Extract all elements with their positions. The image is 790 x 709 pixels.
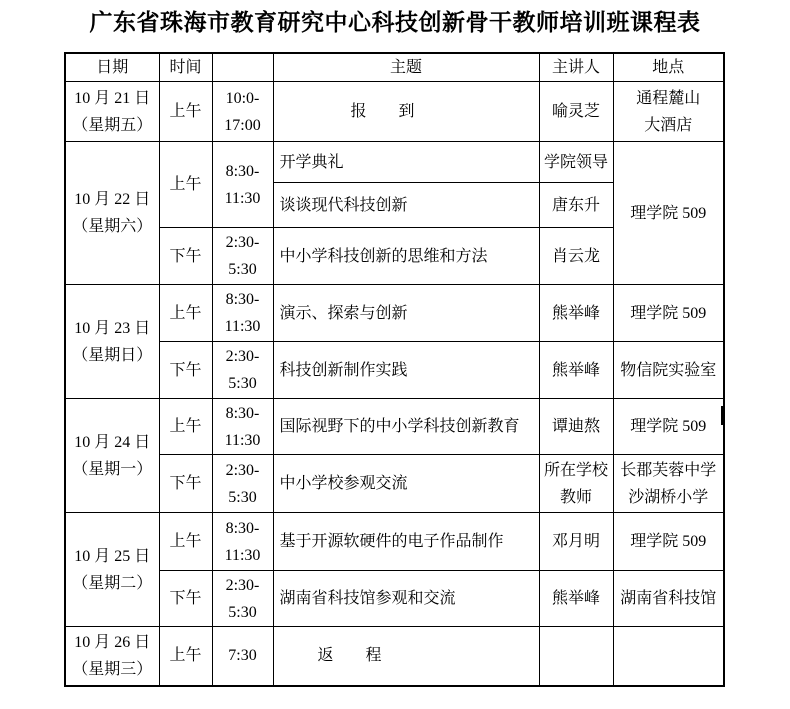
table-row [65,571,724,627]
header-row [65,53,724,82]
period-cell: 下午 [159,342,212,399]
topic-cell: 湖南省科技馆参观和交流 [273,571,539,627]
time-line1: 8:30- [225,162,260,180]
table-row [65,455,724,513]
date-line2: （星期日） [72,346,153,364]
topic-cell: 报 到 [273,82,539,142]
time-cell [212,285,273,342]
speaker-cell: 熊举峰 [539,571,613,627]
time-line2: 11:30 [224,189,261,207]
topic-cell: 中小学科技创新的思维和方法 [273,228,539,285]
place-cell: 理学院 509 [613,399,724,455]
period-cell: 下午 [159,455,212,513]
date-cell [65,513,159,627]
date-line2: （星期五） [72,116,153,134]
time-line2: 5:30 [228,603,257,621]
time-line2: 11:30 [224,318,261,335]
time-cell [212,571,273,627]
topic-cell: 基于开源软硬件的电子作品制作 [273,513,539,571]
speaker-line1: 所在学校 [543,461,608,479]
speaker-cell: 邓月明 [539,513,613,571]
topic-cell: 中小学校参观交流 [273,455,539,513]
time-cell [212,513,273,571]
time-line2: 5:30 [228,375,257,392]
place-cell [613,82,724,142]
period-cell: 下午 [159,228,212,285]
period-cell: 下午 [159,571,212,627]
date-cell [65,82,159,142]
date-cell [65,399,159,513]
date-line1: 10 月 21 日 [74,89,151,107]
speaker-cell: 肖云龙 [539,228,613,285]
place-line2: 大酒店 [644,116,693,134]
time-line1: 8:30- [225,291,260,308]
place-cell: 物信院实验室 [613,342,724,399]
date-line2: （星期三） [72,660,153,678]
time-line2: 11:30 [224,431,261,449]
date-line2: （星期六） [72,218,153,235]
period-cell: 上午 [159,82,212,142]
date-cell [65,142,159,285]
place-line1: 通程麓山 [636,89,701,107]
period-cell: 上午 [159,627,212,686]
time-cell [212,82,273,142]
place-cell: 理学院 509 [613,285,724,342]
speaker-cell: 学院领导 [539,142,613,183]
place-cell: 理学院 509 [613,142,724,285]
table-row [65,82,724,142]
time-line2: 5:30 [228,261,257,278]
speaker-cell: 谭迪熬 [539,399,613,455]
time-cell [212,142,273,228]
time-cell [212,399,273,455]
date-cell [65,627,159,686]
speaker-cell: 唐东升 [539,183,613,228]
table-row [65,285,724,342]
time-line1: 8:30- [225,404,260,422]
header-period: 时间 [159,53,212,82]
topic-cell: 开学典礼 [273,142,539,183]
topic-cell: 谈谈现代科技创新 [273,183,539,228]
date-line2: （星期一） [72,460,153,478]
time-line1: 2:30- [225,576,260,594]
time-line1: 2:30- [225,348,260,365]
header-topic: 主题 [273,53,539,82]
date-line1: 10 月 23 日 [74,319,151,337]
header-place: 地点 [613,53,724,82]
date-line1: 10 月 22 日 [74,191,151,208]
period-cell: 上午 [159,399,212,455]
time-line1: 10:0- [225,89,260,107]
date-cell [65,285,159,399]
date-line2: （星期二） [72,574,153,592]
topic-cell: 国际视野下的中小学科技创新教育 [273,399,539,455]
topic-cell: 演示、探索与创新 [273,285,539,342]
period-cell: 上午 [159,142,212,228]
scan-artifact-mark [721,406,725,425]
table-row [65,142,724,183]
speaker-cell: 喻灵芝 [539,82,613,142]
speaker-line2: 教师 [559,488,592,506]
place-cell: 湖南省科技馆 [613,571,724,627]
date-line1: 10 月 25 日 [74,547,151,565]
table-row [65,399,724,455]
place-line2: 沙湖桥小学 [628,488,709,506]
header-timeslot [212,53,273,82]
table-row [65,513,724,571]
time-cell [212,342,273,399]
date-line1: 10 月 24 日 [74,433,151,451]
time-line2: 11:30 [224,546,261,564]
time-line2: 17:00 [224,116,261,134]
table-row [65,627,724,686]
time-cell: 7:30 [212,627,273,686]
time-cell [212,228,273,285]
speaker-cell: 熊举峰 [539,342,613,399]
header-date: 日期 [65,53,159,82]
time-line1: 8:30- [225,519,260,537]
time-line1: 2:30- [225,461,260,479]
place-cell: 理学院 509 [613,513,724,571]
place-cell [613,627,724,686]
speaker-cell: 熊举峰 [539,285,613,342]
speaker-cell [539,627,613,686]
time-line1: 2:30- [225,234,260,251]
topic-cell: 返 程 [273,627,539,686]
time-line2: 5:30 [228,488,257,506]
date-line1: 10 月 26 日 [74,633,151,651]
place-line1: 长郡芙蓉中学 [620,461,717,479]
period-cell: 上午 [159,513,212,571]
topic-cell: 科技创新制作实践 [273,342,539,399]
schedule-table [64,52,725,687]
period-cell: 上午 [159,285,212,342]
page-title: 广东省珠海市教育研究中心科技创新骨干教师培训班课程表 [89,10,701,35]
place-cell [613,455,724,513]
header-speaker: 主讲人 [539,53,613,82]
speaker-cell [539,455,613,513]
table-row [65,342,724,399]
time-cell [212,455,273,513]
